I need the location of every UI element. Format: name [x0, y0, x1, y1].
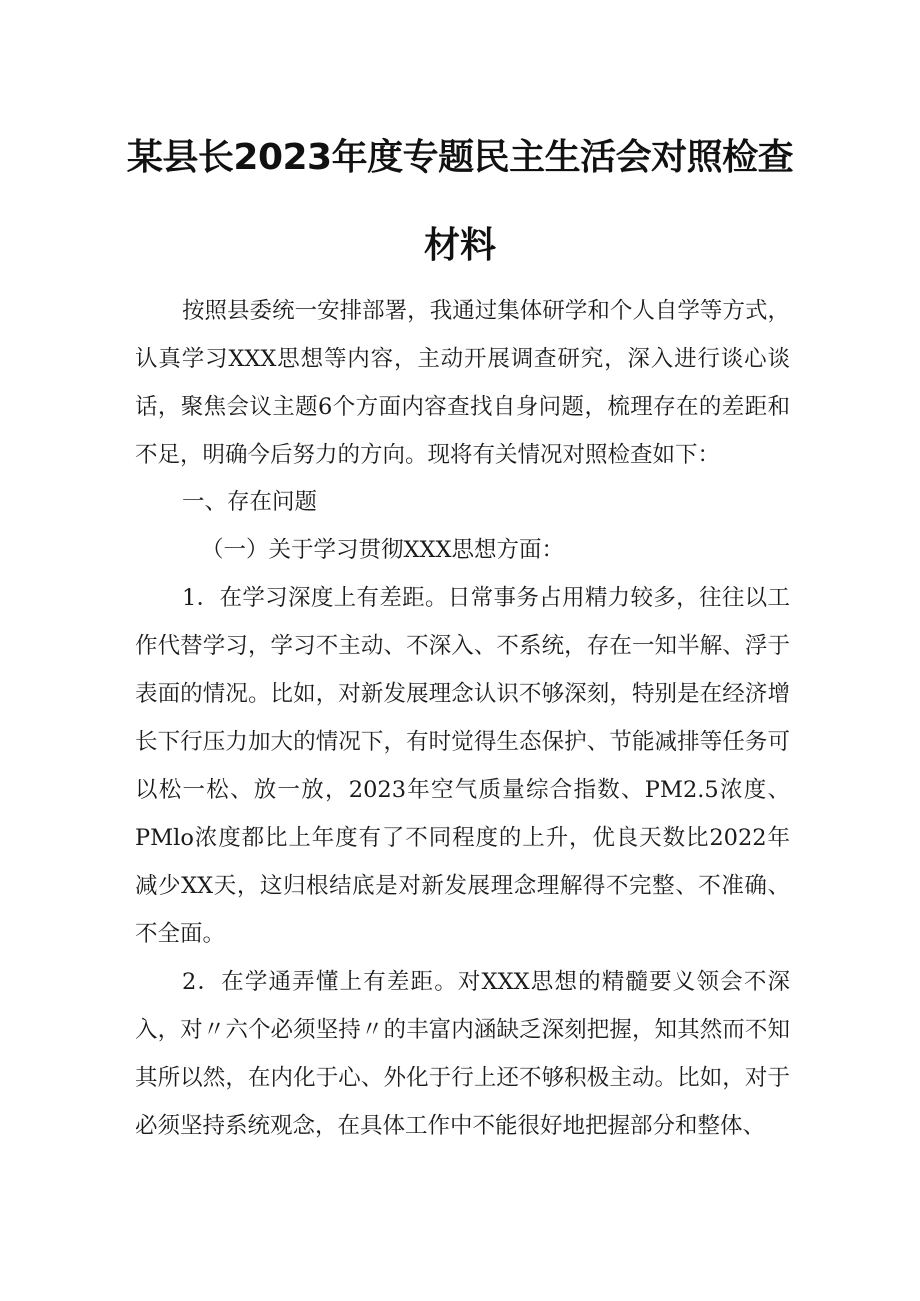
subsection-heading-block — [135, 526, 790, 574]
item-2-block — [135, 958, 790, 1150]
item-1-block — [135, 574, 790, 958]
item-1-paragraph: 1．在学习深度上有差距。日常事务占用精力较多，往往以工作代替学习，学习不主动、不深入、不系统，存在一知半解、浮于表面的情况。比如，对新发展理念认识不够深刻，特别是在经济增长下行压力加大的情况下，有时觉得生态保护、节能减排等任务可以松一松、放一放，2023年空气质量综合指数、PM2.5浓度、PMlo浓度都比上年度有了不同程度的上升，优良天数比2022年减少XX天，这归根结底是对新发展理念理解得不完整、不准确、不全面。 — [135, 585, 790, 947]
section-1-heading: 一、存在问题 — [182, 489, 318, 515]
intro-paragraph: 按照县委统一安排部署，我通过集体研学和个人自学等方式，认真学习XXX思想等内容，主动开展调查研究，深入进行谈心谈话，聚焦会议主题6个方面内容查找自身问题，梳理存在的差距和不足，明确今后努力的方向。现将有关情况对照检查如下： — [135, 298, 790, 468]
document-title-line-2: 材料 — [423, 225, 496, 266]
item-2-paragraph: 2．在学通弄懂上有差距。对XXX思想的精髓要义领会不深入，对〃六个必须坚持〃的丰富内涵缺乏深刻把握，知其然而不知其所以然，在内化于心、外化于行上还不够积极主动。比如，对于必须坚持系统观念，在具体工作中不能很好地把握部分和整体、 — [135, 969, 790, 1139]
subsection-1-heading: （一）关于学习贯彻XXX思想方面： — [201, 537, 565, 563]
document-title-line-1: 某县长2023年度专题民主生活会对照检查 — [126, 137, 794, 178]
section-heading-block — [135, 478, 790, 526]
intro-paragraph-block — [135, 287, 790, 479]
